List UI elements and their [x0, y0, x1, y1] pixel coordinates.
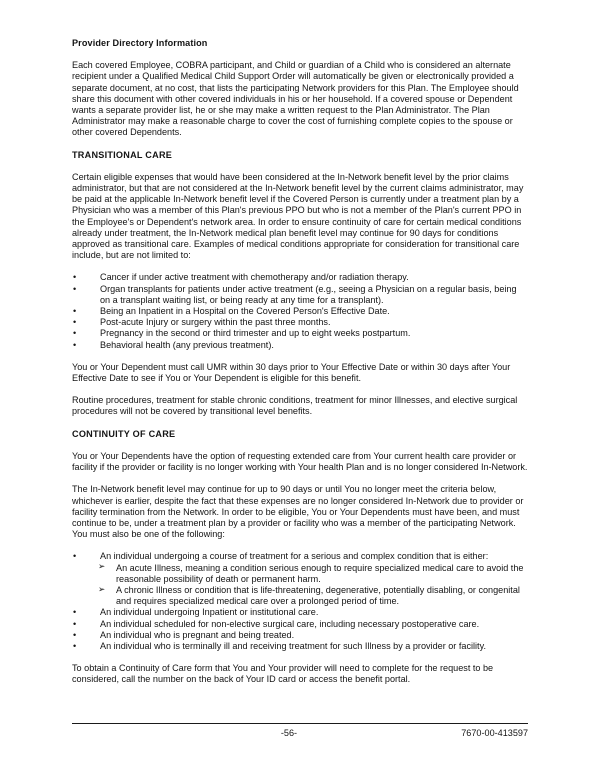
paragraph: The In-Network benefit level may continue for up to 90 days or until You no longer meet the criteria below, whichever is earlier, despite the fact that these expenses are no longer considered In-Network due to provider or facility termination from the Network. In order to be eligible, You or Your Dependents must have been, and must continue to be, under a treatment plan by a provider or facility who was a member of the participating Network. You must also be one of the following:	[72, 484, 524, 540]
list-item	[72, 317, 528, 328]
bullet-icon: •	[73, 629, 77, 640]
section-transitional-care	[72, 150, 528, 418]
bullet-icon: •	[73, 317, 77, 328]
bullet-icon: •	[73, 640, 77, 651]
paragraph: You or Your Dependents have the option of requesting extended care from Your current health care provider or facility if the provider or facility is no longer working with Your health Plan and is no longer considered In-Network.	[72, 450, 528, 473]
section-provider-directory-information	[72, 38, 528, 139]
bullet-icon: •	[73, 607, 77, 618]
sub-list-item-text: A chronic Illness or condition that is life-threatening, degenerative, potentially disabling, or congenital and requires specialized medical care over a prolonged period of time.	[116, 584, 520, 607]
sub-list-item	[100, 585, 528, 607]
bullet-icon: •	[73, 272, 77, 283]
list-item-text: An individual undergoing a course of treatment for a serious and complex condition that is either:	[100, 551, 489, 562]
page-number: -56-	[280, 727, 298, 738]
sub-list-item-text: An acute Illness, meaning a condition serious enough to require specialized medical care to avoid the reasonable possibility of death or permanent harm.	[116, 562, 524, 584]
bullet-icon: •	[73, 283, 77, 294]
list-item-text: Post-acute Injury or surgery within the past three months.	[100, 317, 331, 328]
arrowhead-bullet-icon: ➢	[98, 562, 106, 573]
list-item-text: An individual undergoing Inpatient or institutional care.	[100, 607, 319, 618]
list-item-text: Behavioral health (any previous treatment).	[100, 339, 274, 350]
bullet-icon: •	[73, 618, 77, 629]
list-item-text: Being an Inpatient in a Hospital on the Covered Person's Effective Date.	[100, 306, 390, 317]
list-item	[72, 340, 528, 351]
list-item-text: Pregnancy in the second or third trimester and up to eight weeks postpartum.	[100, 328, 411, 339]
list-item-text: Organ transplants for patients under active treatment (e.g., seeing a Physician on a regular basis, being on a transplant waiting list, or being ready at any time for a transplant).	[100, 283, 517, 305]
list-item	[72, 641, 528, 652]
list-item	[72, 272, 528, 283]
document-code: 7670-00-413597	[461, 727, 528, 738]
list-item	[72, 328, 528, 339]
section-heading: Provider Directory Information	[72, 38, 208, 48]
continuity-of-care-bullet-list	[72, 551, 528, 652]
bullet-icon: •	[73, 328, 77, 339]
section-continuity-of-care	[72, 429, 528, 686]
footer-row	[72, 728, 528, 742]
list-item-text: An individual who is terminally ill and receiving treatment for such Illness by a provider or facility.	[100, 640, 486, 651]
paragraph: Each covered Employee, COBRA participant, and Child or guardian of a Child who is considered an alternate recipient under a Qualified Medical Child Support Order will automatically be given or electronically provided a separate document, at no cost, that lists the participating Network providers for this Plan. The Employee should share this document with other covered individuals in his or her household. If a covered spouse or Dependent wants a separate provider list, he or she may make a written request to the Plan Administrator. The Plan Administrator may make a reasonable charge to cover the cost of furnishing complete copies to the spouse or other covered Dependents.	[72, 60, 519, 138]
list-item	[72, 630, 528, 641]
bullet-icon: •	[73, 551, 77, 562]
page-footer	[72, 723, 528, 742]
list-item	[72, 284, 528, 306]
list-item-text: An individual who is pregnant and being treated.	[100, 629, 295, 640]
list-item	[72, 306, 528, 317]
paragraph: To obtain a Continuity of Care form that You and Your provider will need to complete for the request to be considered, call the number on the back of Your ID card or access the benefit portal.	[72, 663, 494, 685]
list-item-text: Cancer if under active treatment with chemotherapy and/or radiation therapy.	[100, 272, 409, 283]
section-heading: CONTINUITY OF CARE	[72, 428, 176, 439]
list-item	[72, 551, 528, 607]
section-heading: TRANSITIONAL CARE	[72, 149, 173, 160]
transitional-care-bullet-list	[72, 272, 528, 350]
document-body	[72, 38, 528, 697]
paragraph: Routine procedures, treatment for stable chronic conditions, treatment for minor Illnesses, and elective surgical procedures will not be covered by transitional level benefits.	[72, 395, 518, 417]
sub-list-item	[100, 563, 528, 585]
footer-divider	[72, 723, 528, 724]
sub-bullet-list	[100, 563, 528, 608]
bullet-icon: •	[73, 306, 77, 317]
paragraph: You or Your Dependent must call UMR within 30 days prior to Your Effective Date or within 30 days after Your Effective Date to see if You or Your Dependent is eligible for this benefit.	[72, 361, 511, 384]
list-item	[72, 619, 528, 630]
arrowhead-bullet-icon: ➢	[98, 584, 106, 595]
list-item	[72, 607, 528, 618]
list-item-text: An individual scheduled for non-elective surgical care, including necessary postoperative care.	[100, 618, 480, 629]
paragraph: Certain eligible expenses that would have been considered at the In-Network benefit level by the prior claims administrator, but that are not considered at the In-Network benefit level by the current claims administrator, may be paid at the applicable In-Network benefit level if the Covered Person is currently under a treatment plan by a Physician who was a member of this Plan's previous PPO but who is not a member of the Plan's current PPO in the Employee's or Dependent's network area. In order to ensure continuity of care for certain medical conditions already under treatment, the In-Network medical plan benefit level may continue for 90 days for conditions approved as transitional care. Examples of medical conditions appropriate for consideration for transitional care include, but are not limited to:	[72, 171, 524, 261]
bullet-icon: •	[73, 339, 77, 350]
